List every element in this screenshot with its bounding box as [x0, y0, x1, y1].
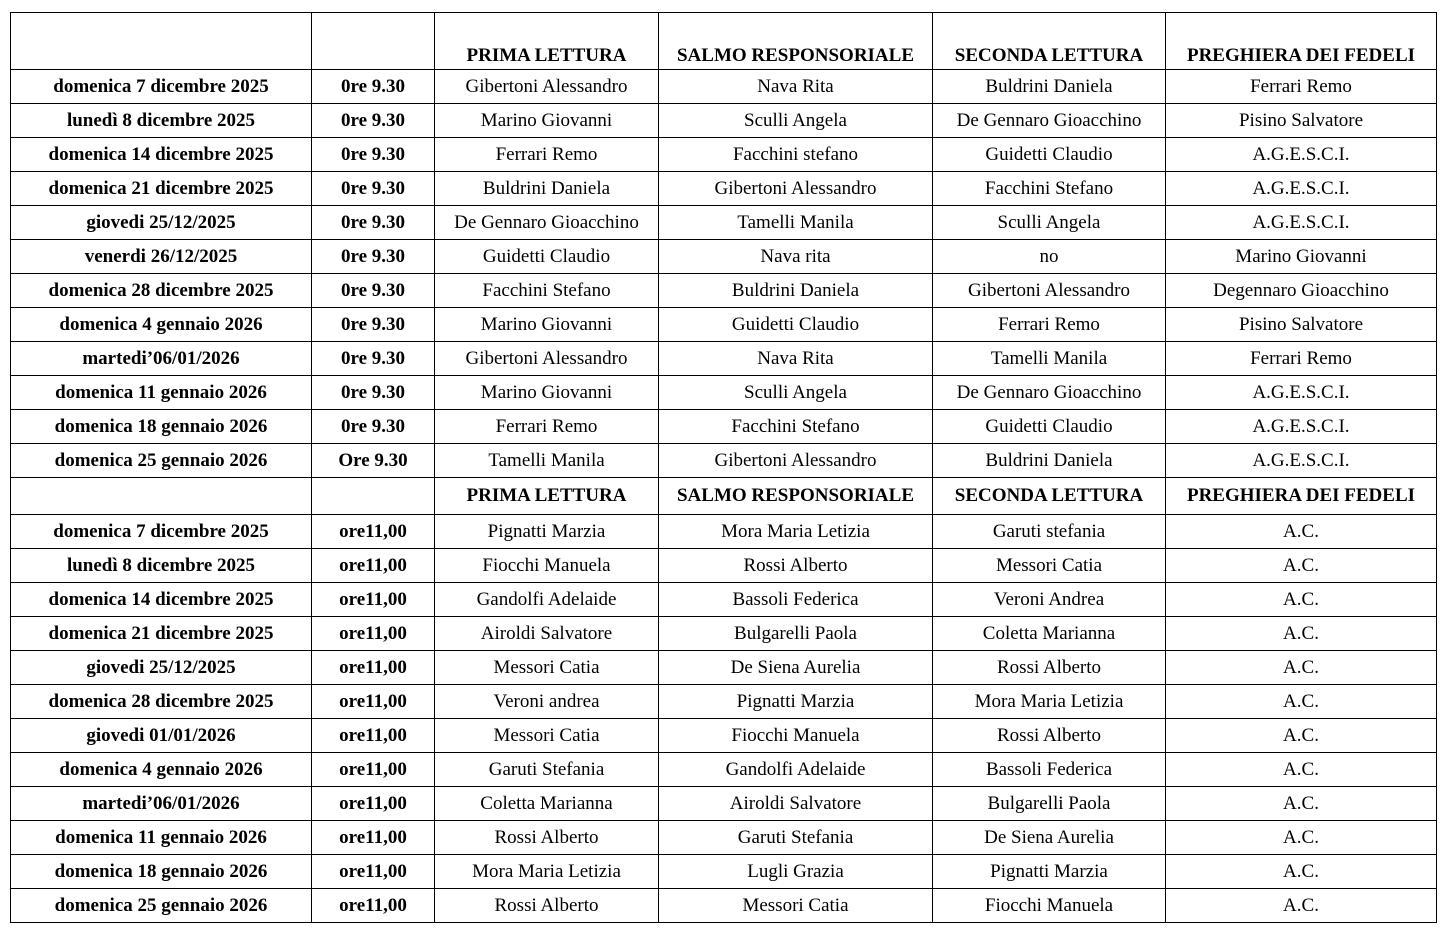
- time-cell: 0re 9.30: [312, 342, 435, 376]
- preghiera-dei-fedeli-cell: Ferrari Remo: [1166, 70, 1437, 104]
- seconda-lettura-cell: Fiocchi Manuela: [933, 889, 1166, 923]
- time-cell: 0re 9.30: [312, 172, 435, 206]
- seconda-lettura-cell: Garuti stefania: [933, 515, 1166, 549]
- date-cell: domenica 7 dicembre 2025: [11, 70, 312, 104]
- header-empty-date: [11, 13, 312, 70]
- header-row-morning: [11, 13, 1437, 70]
- table-row: [11, 787, 1437, 821]
- time-cell: ore11,00: [312, 549, 435, 583]
- preghiera-dei-fedeli-cell: A.C.: [1166, 855, 1437, 889]
- salmo-responsoriale-cell: Nava rita: [659, 240, 933, 274]
- salmo-responsoriale-cell: Nava Rita: [659, 342, 933, 376]
- date-cell: domenica 21 dicembre 2025: [11, 617, 312, 651]
- table-row: [11, 719, 1437, 753]
- preghiera-dei-fedeli-cell: Marino Giovanni: [1166, 240, 1437, 274]
- salmo-responsoriale-cell: Lugli Grazia: [659, 855, 933, 889]
- seconda-lettura-cell: Facchini Stefano: [933, 172, 1166, 206]
- prima-lettura-cell: Marino Giovanni: [435, 308, 659, 342]
- table-row: [11, 138, 1437, 172]
- seconda-lettura-cell: Rossi Alberto: [933, 719, 1166, 753]
- prima-lettura-cell: Rossi Alberto: [435, 821, 659, 855]
- preghiera-dei-fedeli-cell: A.C.: [1166, 583, 1437, 617]
- date-cell: domenica 21 dicembre 2025: [11, 172, 312, 206]
- date-cell: giovedi 25/12/2025: [11, 651, 312, 685]
- time-cell: ore11,00: [312, 583, 435, 617]
- preghiera-dei-fedeli-cell: A.G.E.S.C.I.: [1166, 206, 1437, 240]
- seconda-lettura-cell: Rossi Alberto: [933, 651, 1166, 685]
- prima-lettura-cell: Gandolfi Adelaide: [435, 583, 659, 617]
- preghiera-dei-fedeli-cell: A.C.: [1166, 617, 1437, 651]
- date-cell: giovedi 01/01/2026: [11, 719, 312, 753]
- seconda-lettura-cell: De Gennaro Gioacchino: [933, 104, 1166, 138]
- time-cell: 0re 9.30: [312, 274, 435, 308]
- time-cell: ore11,00: [312, 685, 435, 719]
- table-row: [11, 274, 1437, 308]
- table-row: [11, 308, 1437, 342]
- time-cell: ore11,00: [312, 651, 435, 685]
- seconda-lettura-cell: Guidetti Claudio: [933, 138, 1166, 172]
- seconda-lettura-cell: Coletta Marianna: [933, 617, 1166, 651]
- preghiera-dei-fedeli-cell: A.C.: [1166, 685, 1437, 719]
- preghiera-dei-fedeli-cell: A.C.: [1166, 651, 1437, 685]
- date-cell: domenica 14 dicembre 2025: [11, 138, 312, 172]
- preghiera-dei-fedeli-cell: Pisino Salvatore: [1166, 308, 1437, 342]
- time-cell: 0re 9.30: [312, 206, 435, 240]
- header-empty-time: [312, 13, 435, 70]
- table-row: [11, 821, 1437, 855]
- preghiera-dei-fedeli-cell: Pisino Salvatore: [1166, 104, 1437, 138]
- prima-lettura-cell: Facchini Stefano: [435, 274, 659, 308]
- header-salmo-responsoriale: SALMO RESPONSORIALE: [659, 478, 933, 515]
- preghiera-dei-fedeli-cell: A.C.: [1166, 821, 1437, 855]
- time-cell: ore11,00: [312, 719, 435, 753]
- table-row: [11, 685, 1437, 719]
- salmo-responsoriale-cell: Gandolfi Adelaide: [659, 753, 933, 787]
- date-cell: martedi’06/01/2026: [11, 342, 312, 376]
- seconda-lettura-cell: De Siena Aurelia: [933, 821, 1166, 855]
- date-cell: domenica 25 gennaio 2026: [11, 889, 312, 923]
- table-row: [11, 240, 1437, 274]
- table-row: [11, 617, 1437, 651]
- seconda-lettura-cell: Messori Catia: [933, 549, 1166, 583]
- salmo-responsoriale-cell: Sculli Angela: [659, 376, 933, 410]
- preghiera-dei-fedeli-cell: Degennaro Gioacchino: [1166, 274, 1437, 308]
- date-cell: lunedì 8 dicembre 2025: [11, 549, 312, 583]
- time-cell: 0re 9.30: [312, 138, 435, 172]
- table-row: [11, 583, 1437, 617]
- seconda-lettura-cell: Pignatti Marzia: [933, 855, 1166, 889]
- salmo-responsoriale-cell: Sculli Angela: [659, 104, 933, 138]
- table-row: [11, 549, 1437, 583]
- time-cell: ore11,00: [312, 515, 435, 549]
- date-cell: domenica 28 dicembre 2025: [11, 685, 312, 719]
- salmo-responsoriale-cell: Bassoli Federica: [659, 583, 933, 617]
- seconda-lettura-cell: Buldrini Daniela: [933, 70, 1166, 104]
- prima-lettura-cell: Pignatti Marzia: [435, 515, 659, 549]
- salmo-responsoriale-cell: Messori Catia: [659, 889, 933, 923]
- preghiera-dei-fedeli-cell: A.G.E.S.C.I.: [1166, 172, 1437, 206]
- date-cell: giovedi 25/12/2025: [11, 206, 312, 240]
- prima-lettura-cell: Gibertoni Alessandro: [435, 342, 659, 376]
- preghiera-dei-fedeli-cell: A.C.: [1166, 787, 1437, 821]
- date-cell: domenica 14 dicembre 2025: [11, 583, 312, 617]
- preghiera-dei-fedeli-cell: Ferrari Remo: [1166, 342, 1437, 376]
- table-row: [11, 342, 1437, 376]
- time-cell: Ore 9.30: [312, 444, 435, 478]
- salmo-responsoriale-cell: Buldrini Daniela: [659, 274, 933, 308]
- prima-lettura-cell: Veroni andrea: [435, 685, 659, 719]
- salmo-responsoriale-cell: Tamelli Manila: [659, 206, 933, 240]
- header-empty-date: [11, 478, 312, 515]
- time-cell: 0re 9.30: [312, 410, 435, 444]
- date-cell: domenica 28 dicembre 2025: [11, 274, 312, 308]
- time-cell: 0re 9.30: [312, 376, 435, 410]
- table-row: [11, 172, 1437, 206]
- preghiera-dei-fedeli-cell: A.C.: [1166, 719, 1437, 753]
- salmo-responsoriale-cell: Mora Maria Letizia: [659, 515, 933, 549]
- table-row: [11, 70, 1437, 104]
- prima-lettura-cell: Mora Maria Letizia: [435, 855, 659, 889]
- table-row: [11, 651, 1437, 685]
- header-seconda-lettura: SECONDA LETTURA: [933, 478, 1166, 515]
- date-cell: domenica 4 gennaio 2026: [11, 308, 312, 342]
- preghiera-dei-fedeli-cell: A.C.: [1166, 515, 1437, 549]
- table-row: [11, 515, 1437, 549]
- prima-lettura-cell: Ferrari Remo: [435, 138, 659, 172]
- salmo-responsoriale-cell: Gibertoni Alessandro: [659, 444, 933, 478]
- preghiera-dei-fedeli-cell: A.G.E.S.C.I.: [1166, 376, 1437, 410]
- seconda-lettura-cell: no: [933, 240, 1166, 274]
- salmo-responsoriale-cell: Pignatti Marzia: [659, 685, 933, 719]
- salmo-responsoriale-cell: Guidetti Claudio: [659, 308, 933, 342]
- prima-lettura-cell: Messori Catia: [435, 651, 659, 685]
- prima-lettura-cell: Gibertoni Alessandro: [435, 70, 659, 104]
- time-cell: ore11,00: [312, 889, 435, 923]
- table-row: [11, 855, 1437, 889]
- readers-schedule-table: [10, 12, 1437, 923]
- table-row: [11, 206, 1437, 240]
- table-row: [11, 410, 1437, 444]
- prima-lettura-cell: Guidetti Claudio: [435, 240, 659, 274]
- date-cell: domenica 7 dicembre 2025: [11, 515, 312, 549]
- salmo-responsoriale-cell: De Siena Aurelia: [659, 651, 933, 685]
- prima-lettura-cell: Tamelli Manila: [435, 444, 659, 478]
- header-seconda-lettura: SECONDA LETTURA: [933, 13, 1166, 70]
- time-cell: ore11,00: [312, 617, 435, 651]
- table-row: [11, 753, 1437, 787]
- date-cell: domenica 4 gennaio 2026: [11, 753, 312, 787]
- seconda-lettura-cell: Bassoli Federica: [933, 753, 1166, 787]
- seconda-lettura-cell: Gibertoni Alessandro: [933, 274, 1166, 308]
- preghiera-dei-fedeli-cell: A.G.E.S.C.I.: [1166, 444, 1437, 478]
- preghiera-dei-fedeli-cell: A.C.: [1166, 753, 1437, 787]
- table-row: [11, 444, 1437, 478]
- time-cell: 0re 9.30: [312, 70, 435, 104]
- seconda-lettura-cell: Mora Maria Letizia: [933, 685, 1166, 719]
- seconda-lettura-cell: De Gennaro Gioacchino: [933, 376, 1166, 410]
- prima-lettura-cell: Ferrari Remo: [435, 410, 659, 444]
- time-cell: ore11,00: [312, 787, 435, 821]
- date-cell: martedi’06/01/2026: [11, 787, 312, 821]
- seconda-lettura-cell: Sculli Angela: [933, 206, 1166, 240]
- header-preghiera-dei-fedeli: PREGHIERA DEI FEDELI: [1166, 478, 1437, 515]
- seconda-lettura-cell: Tamelli Manila: [933, 342, 1166, 376]
- seconda-lettura-cell: Guidetti Claudio: [933, 410, 1166, 444]
- date-cell: venerdi 26/12/2025: [11, 240, 312, 274]
- header-salmo-responsoriale: SALMO RESPONSORIALE: [659, 13, 933, 70]
- prima-lettura-cell: Marino Giovanni: [435, 376, 659, 410]
- salmo-responsoriale-cell: Garuti Stefania: [659, 821, 933, 855]
- preghiera-dei-fedeli-cell: A.G.E.S.C.I.: [1166, 410, 1437, 444]
- prima-lettura-cell: Coletta Marianna: [435, 787, 659, 821]
- prima-lettura-cell: De Gennaro Gioacchino: [435, 206, 659, 240]
- prima-lettura-cell: Buldrini Daniela: [435, 172, 659, 206]
- header-row-late-morning: [11, 478, 1437, 515]
- salmo-responsoriale-cell: Bulgarelli Paola: [659, 617, 933, 651]
- time-cell: 0re 9.30: [312, 308, 435, 342]
- time-cell: ore11,00: [312, 855, 435, 889]
- salmo-responsoriale-cell: Rossi Alberto: [659, 549, 933, 583]
- salmo-responsoriale-cell: Facchini Stefano: [659, 410, 933, 444]
- prima-lettura-cell: Marino Giovanni: [435, 104, 659, 138]
- table-body: [11, 13, 1437, 923]
- date-cell: domenica 11 gennaio 2026: [11, 821, 312, 855]
- time-cell: ore11,00: [312, 753, 435, 787]
- prima-lettura-cell: Fiocchi Manuela: [435, 549, 659, 583]
- date-cell: lunedì 8 dicembre 2025: [11, 104, 312, 138]
- time-cell: ore11,00: [312, 821, 435, 855]
- seconda-lettura-cell: Buldrini Daniela: [933, 444, 1166, 478]
- seconda-lettura-cell: Bulgarelli Paola: [933, 787, 1166, 821]
- preghiera-dei-fedeli-cell: A.C.: [1166, 549, 1437, 583]
- salmo-responsoriale-cell: Facchini stefano: [659, 138, 933, 172]
- preghiera-dei-fedeli-cell: A.C.: [1166, 889, 1437, 923]
- prima-lettura-cell: Garuti Stefania: [435, 753, 659, 787]
- date-cell: domenica 25 gennaio 2026: [11, 444, 312, 478]
- header-preghiera-dei-fedeli: PREGHIERA DEI FEDELI: [1166, 13, 1437, 70]
- seconda-lettura-cell: Veroni Andrea: [933, 583, 1166, 617]
- salmo-responsoriale-cell: Airoldi Salvatore: [659, 787, 933, 821]
- header-prima-lettura: PRIMA LETTURA: [435, 478, 659, 515]
- date-cell: domenica 11 gennaio 2026: [11, 376, 312, 410]
- header-empty-time: [312, 478, 435, 515]
- table-row: [11, 104, 1437, 138]
- salmo-responsoriale-cell: Nava Rita: [659, 70, 933, 104]
- date-cell: domenica 18 gennaio 2026: [11, 855, 312, 889]
- seconda-lettura-cell: Ferrari Remo: [933, 308, 1166, 342]
- salmo-responsoriale-cell: Fiocchi Manuela: [659, 719, 933, 753]
- prima-lettura-cell: Airoldi Salvatore: [435, 617, 659, 651]
- time-cell: 0re 9.30: [312, 104, 435, 138]
- table-row: [11, 889, 1437, 923]
- header-prima-lettura: PRIMA LETTURA: [435, 13, 659, 70]
- date-cell: domenica 18 gennaio 2026: [11, 410, 312, 444]
- table-row: [11, 376, 1437, 410]
- time-cell: 0re 9.30: [312, 240, 435, 274]
- salmo-responsoriale-cell: Gibertoni Alessandro: [659, 172, 933, 206]
- prima-lettura-cell: Rossi Alberto: [435, 889, 659, 923]
- preghiera-dei-fedeli-cell: A.G.E.S.C.I.: [1166, 138, 1437, 172]
- prima-lettura-cell: Messori Catia: [435, 719, 659, 753]
